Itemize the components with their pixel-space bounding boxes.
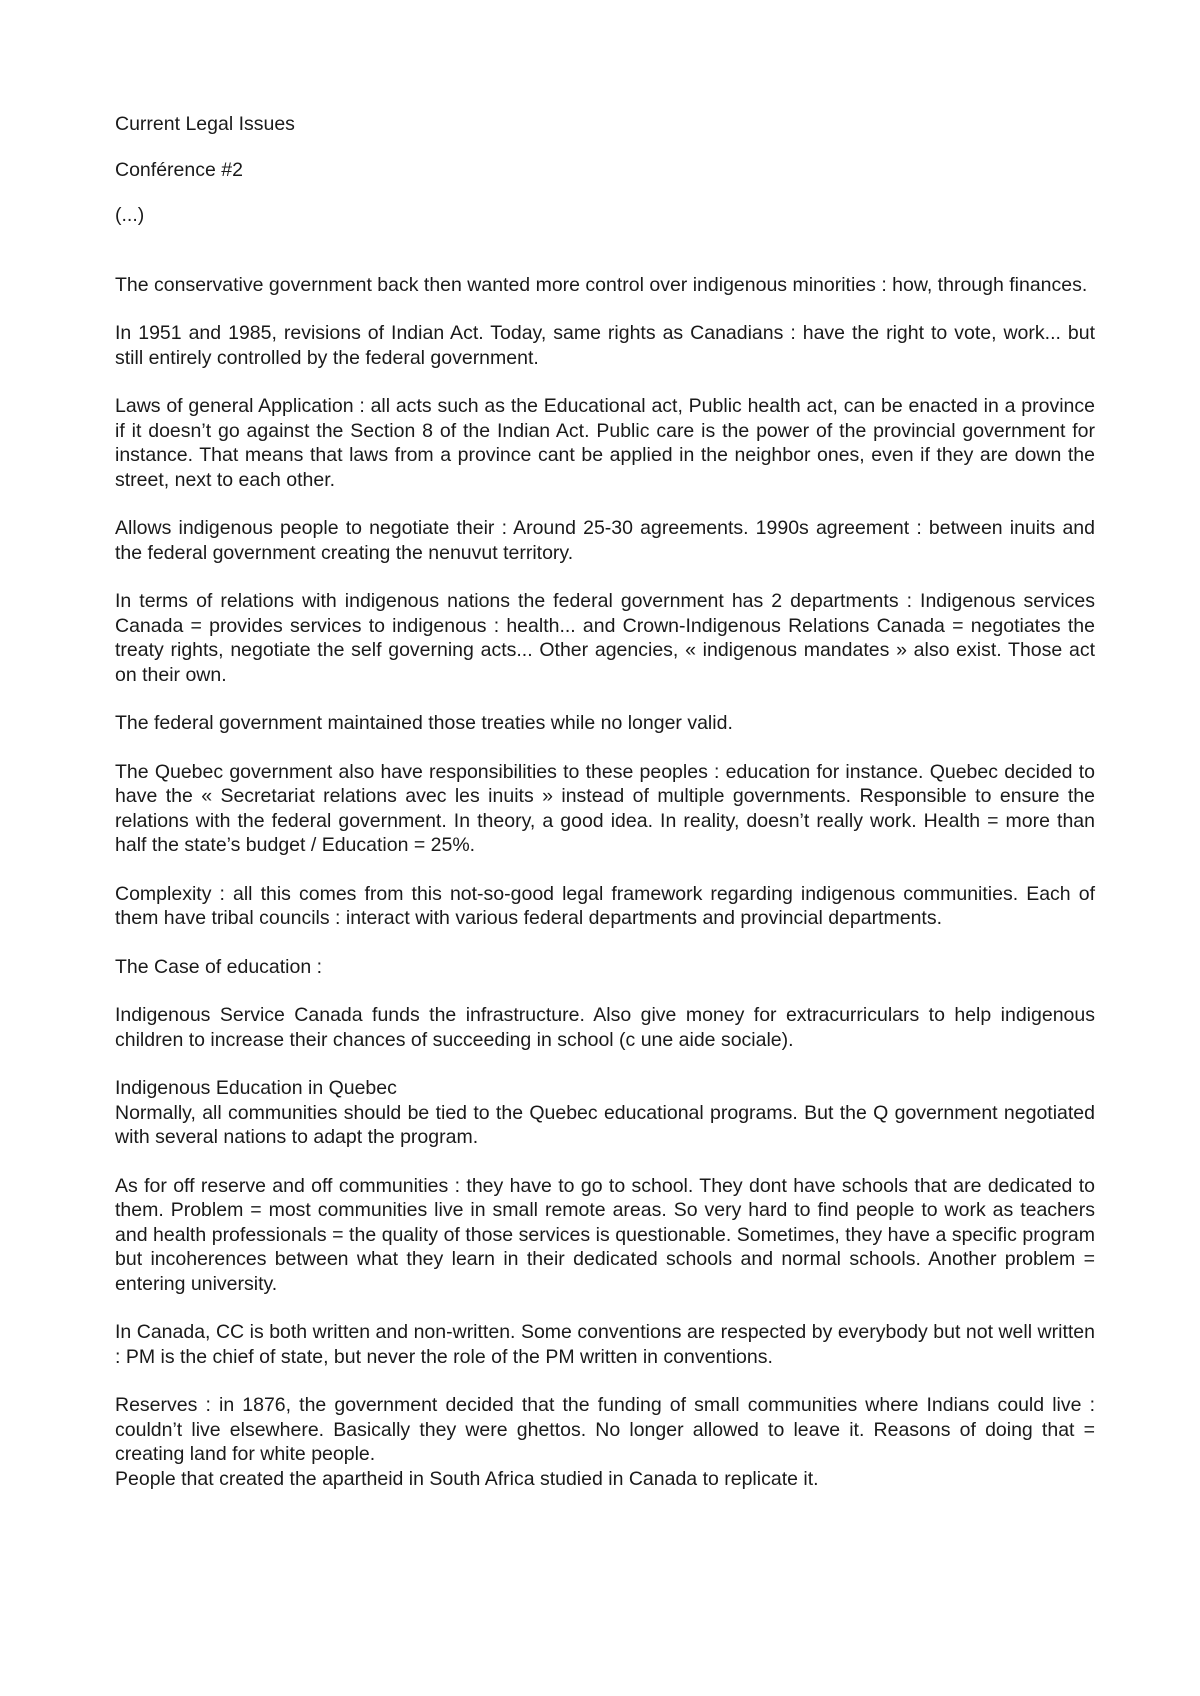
paragraph: Reserves : in 1876, the government decided that the funding of small communities where Indians could live : couldn’t live elsewhere. Basically they were ghettos. No longer allowed to leave it. Reasons of doing that = creating land for white people. <box>115 1394 1095 1465</box>
paragraph: Allows indigenous people to negotiate their : Around 25-30 agreements. 1990s agreement : between inuits and the federal government creating the nenuvut territory. <box>115 517 1095 564</box>
paragraph: The conservative government back then wanted more control over indigenous minorities : how, through finances. <box>115 273 1088 296</box>
paragraph: As for off reserve and off communities : they have to go to school. They dont have schools that are dedicated to them. Problem = most communities live in small remote areas. So very hard to find people to work as teachers and health professionals = the quality of those services is questionable. Sometimes, they have a specific program but incoherences between what they learn in their dedicated schools and normal schools. Another problem = entering university. <box>115 1174 1095 1295</box>
paragraph: The federal government maintained those treaties while no longer valid. <box>115 712 733 734</box>
document-title: Current Legal Issues <box>115 113 295 135</box>
section-heading-education: The Case of education : <box>115 955 323 978</box>
paragraph: In Canada, CC is both written and non-written. Some conventions are respected by everybody but not well written : PM is the chief of state, but never the role of the PM written in conventions. <box>115 1321 1095 1368</box>
paragraph: The Quebec government also have responsibilities to these peoples : education for instance. Quebec decided to have the « Secretariat relations avec les inuits » instead of multiple governments. Responsible to ensure the relations with the federal government. In theory, a good idea. In reality, doesn’t really work. Health = more than half the state’s budget / Education = 25%. <box>115 760 1095 856</box>
paragraph: In terms of relations with indigenous nations the federal government has 2 departments : Indigenous services Canada = provides services to indigenous : health... and Crown-Indigenous Relations Canada = negotiates the treaty rights, negotiate the self governing acts... Other agencies, « indigenous mandates » also exist. Those act on their own. <box>115 590 1095 686</box>
paragraph: Complexity : all this comes from this not-so-good legal framework regarding indigenous communities. Each of them have tribal councils : interact with various federal departments and provincial departments. <box>115 882 1095 929</box>
conference-label: Conférence #2 <box>115 158 243 181</box>
document-page <box>115 112 1095 1491</box>
ellipsis-marker: (...) <box>115 204 145 226</box>
paragraph: Indigenous Service Canada funds the infrastructure. Also give money for extracurriculars to help indigenous children to increase their chances of succeeding in school (c une aide sociale). <box>115 1004 1095 1051</box>
closing-line: People that created the apartheid in South Africa studied in Canada to replicate it. <box>115 1467 819 1490</box>
section-heading-quebec: Indigenous Education in Quebec <box>115 1077 397 1099</box>
paragraph: Normally, all communities should be tied to the Quebec educational programs. But the Q government negotiated with several nations to adapt the program. <box>115 1101 1095 1148</box>
paragraph: Laws of general Application : all acts such as the Educational act, Public health act, can be enacted in a province if it doesn’t go against the Section 8 of the Indian Act. Public care is the power of the provincial government for instance. That means that laws from a province cant be applied in the neighbor ones, even if they are down the street, next to each other. <box>115 395 1095 491</box>
paragraph: In 1951 and 1985, revisions of Indian Act. Today, same rights as Canadians : have the right to vote, work... but still entirely controlled by the federal government. <box>115 322 1095 369</box>
